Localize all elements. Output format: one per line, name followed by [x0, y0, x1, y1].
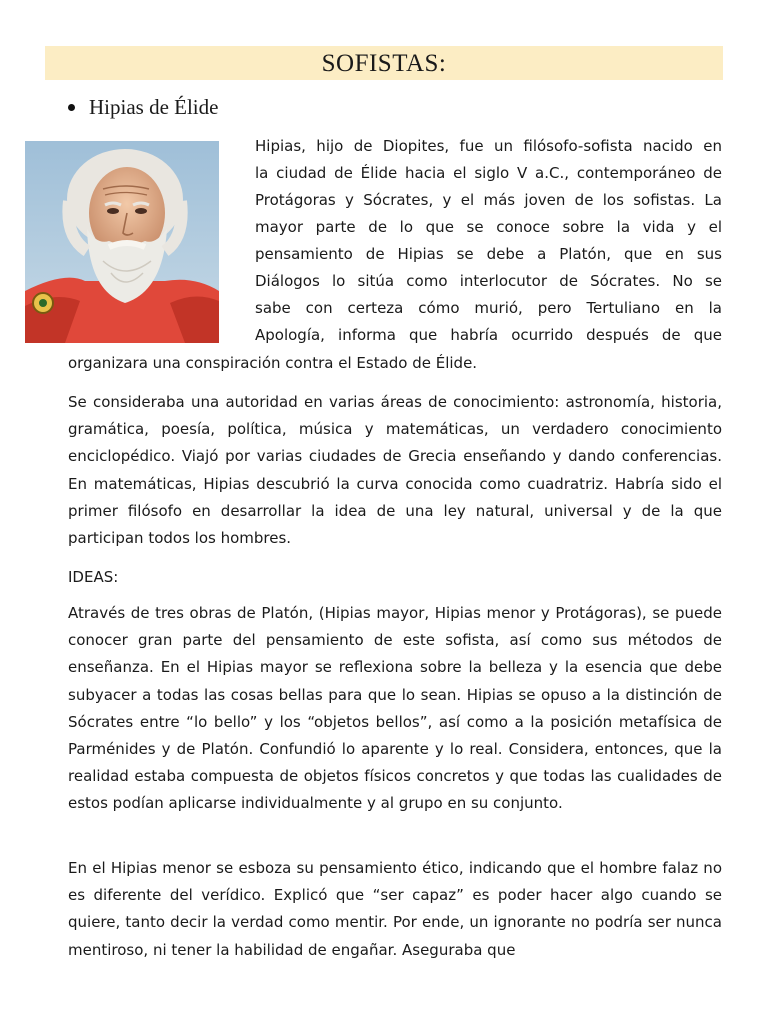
- bullet-label: Hipias de Élide: [89, 94, 219, 119]
- intro-line: Protágoras y Sócrates, y el más joven de los sofistas. La: [255, 191, 722, 209]
- intro-line: Hipias, hijo de Diopites, fue un filósofo-sofista nacido en: [255, 137, 722, 155]
- intro-last-line: organizara una conspiración contra el Estado de Élide.: [68, 354, 478, 372]
- bullet-dot-icon: [68, 104, 75, 111]
- intro-line: sabe con certeza cómo murió, pero Tertuliano en la: [255, 299, 722, 317]
- paragraph-ethics: En el Hipias menor se esboza su pensamiento ético, indicando que el hombre falaz no es diferente del verídico. Explicó que “ser capaz” es poder hacer algo cuando se quiere, tanto decir la verdad como mentir. Por ende, un ignorante no podría ser nunca mentiroso, ni tener la habilidad de engañar. Aseguraba que: [68, 859, 722, 959]
- intro-line: pensamiento de Hipias se debe a Platón, que en sus: [255, 245, 722, 263]
- paragraph-authority: Se consideraba una autoridad en varias áreas de conocimiento: astronomía, historia, gramática, poesía, política, música y matemáticas, un verdadero conocimiento enciclopédico. Viajó por varias ciudades de Grecia enseñando y dando conferencias. En matemáticas, Hipias descubrió la curva conocida como cuadratriz. Habría sido el primer filósofo en desarrollar la idea de una ley natural, universal y de la que participan todos los hombres.: [68, 393, 722, 548]
- ideas-heading: IDEAS:: [68, 568, 119, 586]
- page-title: SOFISTAS:: [321, 49, 447, 77]
- intro-line: Diálogos lo sitúa como interlocutor de Sócrates. No se: [255, 272, 722, 290]
- portrait-image: [25, 141, 219, 343]
- intro-line: la ciudad de Élide hacia el siglo V a.C., contemporáneo de: [255, 164, 722, 182]
- intro-line: mayor parte de lo que se conoce sobre la vida y el: [255, 218, 722, 236]
- title-band: [45, 46, 723, 80]
- intro-line: Apología, informa que habría ocurrido después de que: [255, 326, 722, 344]
- paragraph-ideas: Através de tres obras de Platón, (Hipias mayor, Hipias menor y Protágoras), se puede conocer gran parte del pensamiento de este sofista, así como sus métodos de enseñanza. En el Hipias mayor se reflexiona sobre la belleza y la esencia que debe subyacer a todas las cosas bellas para que lo sean. Hipias se opuso a la distinción de Sócrates entre “lo bello” y los “objetos bellos”, así como a la posición metafísica de Parménides y de Platón. Confundió lo aparente y lo real. Considera, entonces, que la realidad estaba compuesta de objetos físicos concretos y que todas las cualidades de estos podían aplicarse individualmente y al grupo en su conjunto.: [68, 604, 722, 813]
- bullet-item: [68, 93, 218, 121]
